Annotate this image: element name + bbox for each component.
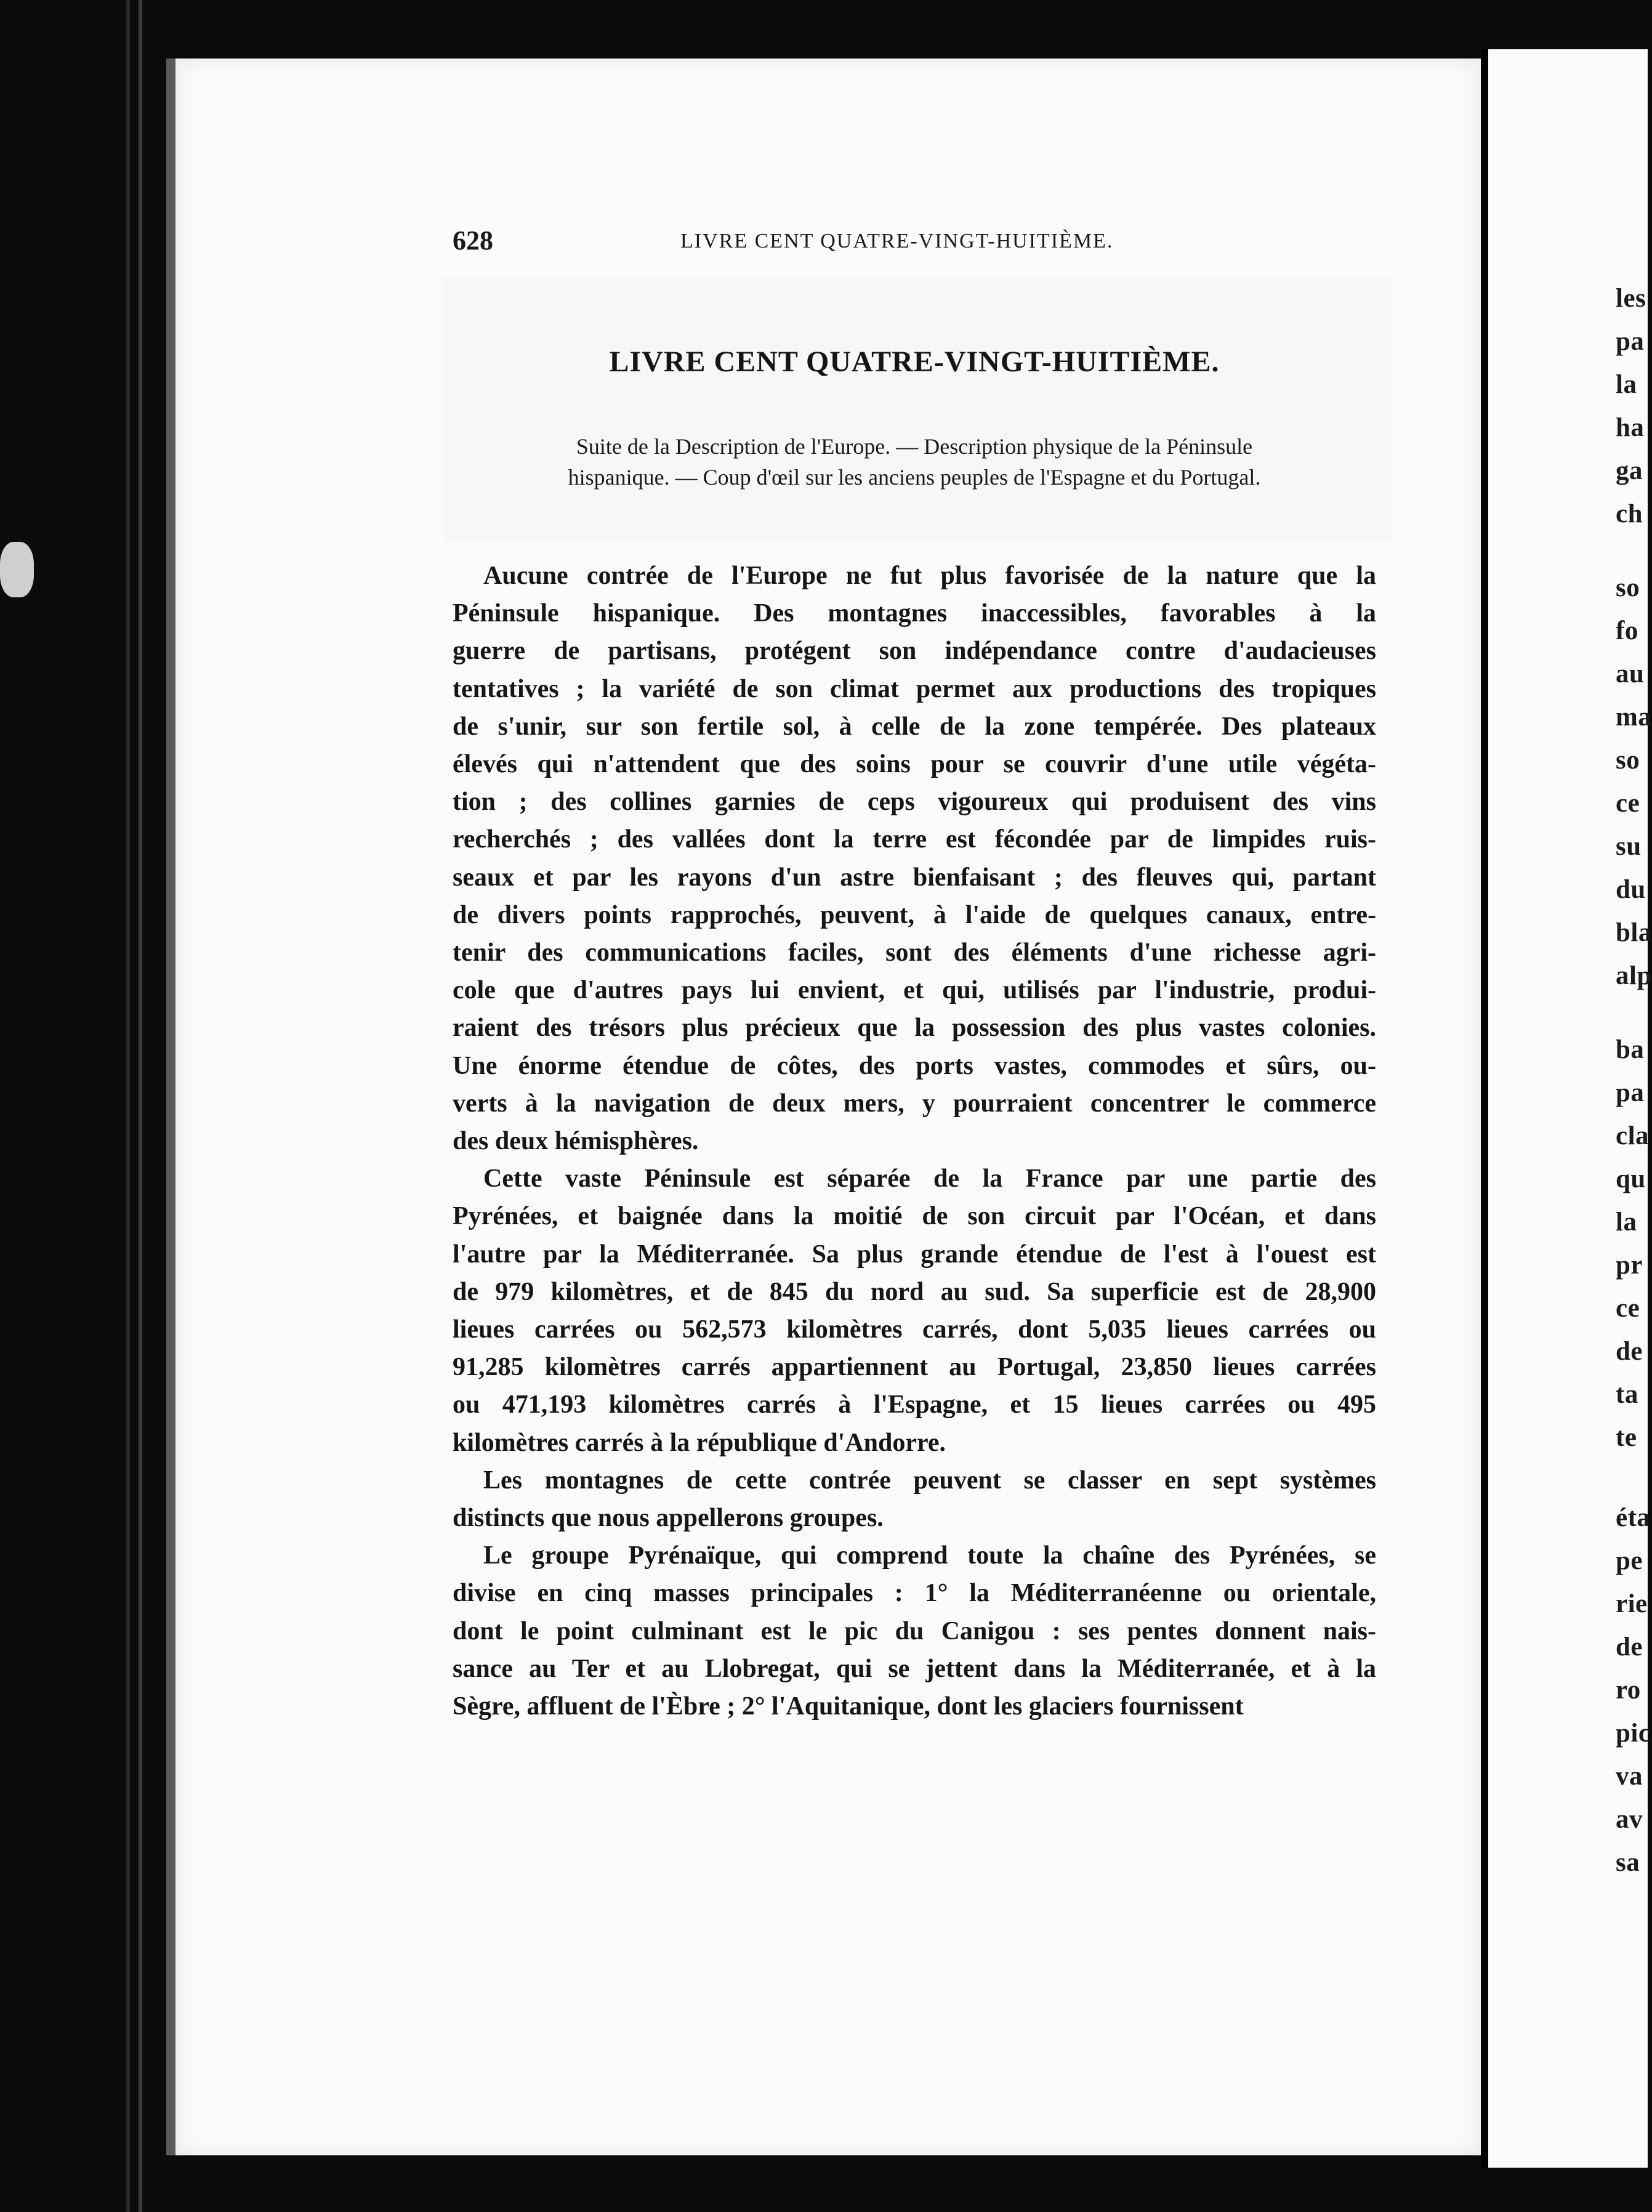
right-page-fragment: qu bbox=[1616, 1165, 1646, 1193]
page-gutter bbox=[1481, 49, 1488, 2168]
chapter-summary bbox=[453, 431, 1376, 493]
body-line: distincts que nous appellerons groupes. bbox=[453, 1504, 884, 1533]
body-line: Les montagnes de cette contrée peuvent se classer en sept systèmes bbox=[483, 1466, 1376, 1495]
body-line: ou 471,193 kilomètres carrés à l'Espagne, et 15 lieues carrées ou 495 bbox=[453, 1391, 1376, 1419]
right-page-fragment: ce bbox=[1616, 1294, 1640, 1323]
right-page-fragment: de bbox=[1616, 1337, 1643, 1366]
right-page-fragment: pr bbox=[1616, 1251, 1643, 1280]
body-line: de 979 kilomètres, et de 845 du nord au sud. Sa superficie est de 28,900 bbox=[453, 1277, 1376, 1306]
body-line: guerre de partisans, protégent son indépendance contre d'audacieuses bbox=[453, 637, 1376, 666]
right-page-fragment: av bbox=[1616, 1805, 1643, 1834]
body-text bbox=[453, 557, 1376, 1726]
chapter-title: LIVRE CENT QUATRE-VINGT-HUITIÈME. bbox=[609, 345, 1220, 378]
scan-artifact bbox=[0, 542, 34, 597]
running-head: LIVRE CENT QUATRE-VINGT-HUITIÈME. bbox=[680, 230, 1114, 252]
right-page bbox=[1488, 49, 1652, 2168]
page-header bbox=[453, 225, 1376, 262]
right-page-fragment: ha bbox=[1616, 413, 1645, 442]
body-line: tenir des communications faciles, sont des éléments d'une richesse agri- bbox=[453, 938, 1376, 967]
body-line: Sègre, affluent de l'Èbre ; 2° l'Aquitanique, dont les glaciers fournissent bbox=[453, 1692, 1244, 1721]
body-line: des deux hémisphères. bbox=[453, 1127, 699, 1156]
right-page-fragment: so bbox=[1616, 573, 1640, 602]
page-number: 628 bbox=[453, 225, 493, 256]
right-page-fragment: ce bbox=[1616, 789, 1640, 818]
right-page-fragment: bla bbox=[1616, 918, 1652, 947]
body-line: kilomètres carrés à la république d'Andorre. bbox=[453, 1428, 946, 1457]
page-edge bbox=[166, 59, 175, 2155]
right-page-fragment: ta bbox=[1616, 1380, 1638, 1409]
summary-line: hispanique. — Coup d'œil sur les anciens peuples de l'Espagne et du Portugal. bbox=[568, 465, 1261, 490]
body-line: Pyrénées, et baignée dans la moitié de son circuit par l'Océan, et dans bbox=[453, 1202, 1376, 1231]
summary-line: Suite de la Description de l'Europe. — Description physique de la Péninsule bbox=[576, 434, 1253, 459]
right-page-fragment: pe bbox=[1616, 1546, 1643, 1575]
right-page-fragment: sa bbox=[1616, 1848, 1640, 1877]
body-line: l'autre par la Méditerranée. Sa plus grande étendue de l'est à l'ouest est bbox=[453, 1240, 1376, 1269]
right-page-fragment: les bbox=[1616, 284, 1646, 313]
bleed-through bbox=[443, 277, 1392, 542]
right-page-fragment: pa bbox=[1616, 327, 1645, 356]
body-line: lieues carrées ou 562,573 kilomètres carrés, dont 5,035 lieues carrées ou bbox=[453, 1315, 1376, 1344]
right-page-fragment: la bbox=[1616, 370, 1637, 399]
right-page-fragment: ch bbox=[1616, 499, 1643, 528]
binding-shadow bbox=[139, 0, 142, 2212]
right-page-fragment: pic bbox=[1616, 1719, 1651, 1748]
body-line: tion ; des collines garnies de ceps vigoureux qui produisent des vins bbox=[453, 788, 1376, 817]
binding-shadow bbox=[126, 0, 130, 2212]
body-line: recherchés ; des vallées dont la terre est fécondée par de limpides ruis- bbox=[453, 825, 1376, 854]
body-line: Péninsule hispanique. Des montagnes inaccessibles, favorables à la bbox=[453, 599, 1376, 628]
body-line: de divers points rapprochés, peuvent, à l'aide de quelques canaux, entre- bbox=[453, 900, 1376, 929]
body-line: seaux et par les rayons d'un astre bienfaisant ; des fleuves qui, partant bbox=[453, 863, 1376, 892]
right-page-fragment: fo bbox=[1616, 616, 1638, 645]
right-page-fragment: ga bbox=[1616, 456, 1643, 485]
body-line: Cette vaste Péninsule est séparée de la France par une partie des bbox=[483, 1165, 1376, 1193]
right-page-fragment: éta bbox=[1616, 1503, 1651, 1532]
body-line: 91,285 kilomètres carrés appartiennent au Portugal, 23,850 lieues carrées bbox=[453, 1353, 1376, 1382]
right-page-fragment: va bbox=[1616, 1762, 1643, 1791]
body-line: Le groupe Pyrénaïque, qui comprend toute la chaîne des Pyrénées, se bbox=[483, 1541, 1376, 1570]
body-line: raient des trésors plus précieux que la possession des plus vastes colonies. bbox=[453, 1014, 1376, 1043]
body-line: divise en cinq masses principales : 1° la Méditerranéenne ou orientale, bbox=[453, 1579, 1376, 1608]
right-page-fragment: de bbox=[1616, 1633, 1643, 1661]
body-line: sance au Ter et au Llobregat, qui se jettent dans la Méditerranée, et à la bbox=[453, 1654, 1376, 1683]
body-line: cole que d'autres pays lui envient, et qui, utilisés par l'industrie, produi- bbox=[453, 976, 1376, 1005]
body-line: dont le point culminant est le pic du Canigou : ses pentes donnent nais- bbox=[453, 1617, 1376, 1645]
body-line: de s'unir, sur son fertile sol, à celle de la zone tempérée. Des plateaux bbox=[453, 712, 1376, 741]
right-page-fragment: te bbox=[1616, 1423, 1637, 1452]
right-page-fragment: alp bbox=[1616, 961, 1652, 990]
body-line: Aucune contrée de l'Europe ne fut plus favorisée de la nature que la bbox=[483, 562, 1376, 590]
body-line: tentatives ; la variété de son climat permet aux productions des tropiques bbox=[453, 674, 1376, 703]
right-page-fragment: ba bbox=[1616, 1035, 1645, 1064]
right-page-fragment: cla bbox=[1616, 1121, 1650, 1150]
right-page-fragment: pa bbox=[1616, 1078, 1645, 1107]
right-page-fragment: su bbox=[1616, 832, 1642, 861]
right-page-fragment: au bbox=[1616, 660, 1645, 688]
right-page-fragment: ma bbox=[1616, 703, 1652, 732]
right-page-fragment: so bbox=[1616, 746, 1640, 775]
body-line: élevés qui n'attendent que des soins pour se couvrir d'une utile végéta- bbox=[453, 750, 1376, 779]
right-page-fragment: la bbox=[1616, 1208, 1637, 1237]
right-page-fragment: rie bbox=[1616, 1589, 1648, 1618]
right-page-fragment: ro bbox=[1616, 1676, 1641, 1705]
body-line: verts à la navigation de deux mers, y pourraient concentrer le commerce bbox=[453, 1089, 1376, 1118]
right-page-fragment: du bbox=[1616, 875, 1646, 904]
body-line: Une énorme étendue de côtes, des ports vastes, commodes et sûrs, ou- bbox=[453, 1051, 1376, 1080]
